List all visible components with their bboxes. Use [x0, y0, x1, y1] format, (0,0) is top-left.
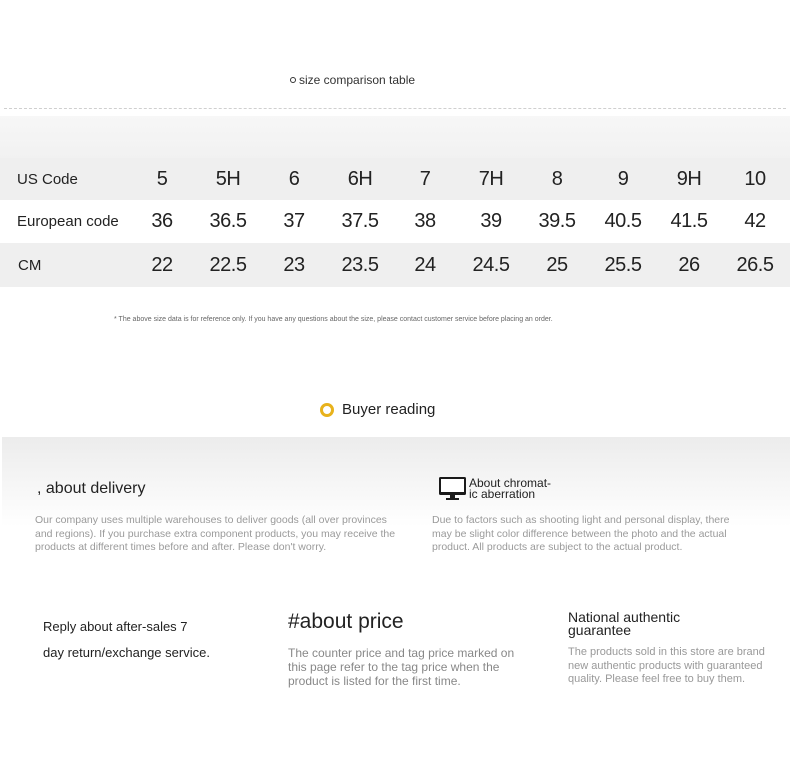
size-table-title: [290, 73, 415, 87]
guarantee-text: The products sold in this store are brand new authentic products with guaranteed quality. Please feel free to buy them.: [568, 646, 765, 685]
table-cell: 7H: [478, 168, 504, 190]
price-title: #about price: [288, 610, 404, 633]
table-cell: 22: [151, 253, 173, 276]
table-cell: 25: [546, 253, 568, 276]
chromatic-title: [469, 478, 569, 500]
row-label-european: European code: [17, 213, 119, 230]
delivery-text: Our company uses multiple warehouses to deliver goods (all over provinces and regions). If you purchase extra component products, you may receive the products at different times before and after. Please don't worry.: [35, 514, 396, 553]
table-cell: 41.5: [670, 210, 708, 232]
chromatic-title-line1: About chromat-: [469, 476, 552, 490]
size-note: * The above size data is for reference only. If you have any questions about the size, please contact customer service before placing an order.: [114, 316, 553, 323]
table-cell: 6: [288, 168, 300, 190]
chromatic-title-line2: ic aberration: [469, 487, 536, 501]
row-label-us: US Code: [17, 171, 78, 188]
table-cell: 26: [678, 253, 700, 276]
after-sales-line1: Reply about after-sales 7: [43, 619, 188, 634]
table-cell: 39: [480, 210, 502, 232]
price-text: The counter price and tag price marked on this page refer to the tag price when the product is listed for the first time.: [288, 646, 515, 688]
guarantee-title: [568, 611, 768, 637]
table-cell: 5: [156, 168, 168, 190]
monitor-icon: [438, 476, 467, 502]
table-cell: 10: [744, 168, 766, 190]
guarantee-title-line1: National authentic: [568, 609, 681, 625]
guarantee-title-line2: guarantee: [568, 622, 632, 638]
table-cell: 6H: [347, 168, 373, 190]
table-cell: 8: [551, 168, 563, 190]
bullet-icon: [290, 77, 296, 83]
size-table-title-text: size comparison table: [299, 73, 416, 87]
table-cell: 36: [151, 210, 173, 232]
table-row-european: [0, 200, 790, 243]
ring-icon: [320, 403, 334, 417]
table-cell: 25.5: [604, 253, 642, 276]
after-sales-line2: day return/exchange service.: [43, 645, 210, 660]
row-label-cm: CM: [18, 256, 42, 274]
table-cell: 36.5: [209, 210, 247, 232]
table-cell: 37: [283, 210, 305, 232]
table-cell: 9H: [676, 168, 702, 190]
table-cell: 5H: [215, 168, 241, 190]
table-cell: 26.5: [736, 253, 774, 276]
table-row-cm: [0, 243, 790, 287]
table-cell: 40.5: [604, 210, 642, 232]
table-cell: 23.5: [341, 253, 379, 276]
table-cell: 23: [283, 253, 305, 276]
table-cell: 7: [419, 168, 431, 190]
table-row-us: [0, 158, 790, 201]
table-cell: 42: [744, 210, 766, 232]
buyer-reading-heading: [320, 401, 435, 418]
table-cell: 22.5: [209, 253, 247, 276]
table-cell: 39.5: [538, 210, 576, 232]
table-cell: 37.5: [341, 210, 379, 232]
dashed-divider: [4, 108, 786, 109]
delivery-title: , about delivery: [37, 480, 146, 497]
table-header-band: [0, 116, 790, 158]
table-cell: 24: [414, 253, 436, 276]
table-cell: 24.5: [472, 253, 510, 276]
chromatic-text: Due to factors such as shooting light and personal display, there may be slight color difference between the photo and the actual product. All products are subject to the actual product.: [432, 514, 730, 553]
buyer-reading-title: Buyer reading: [342, 401, 436, 418]
table-cell: 38: [414, 210, 436, 232]
table-cell: 9: [617, 168, 629, 190]
